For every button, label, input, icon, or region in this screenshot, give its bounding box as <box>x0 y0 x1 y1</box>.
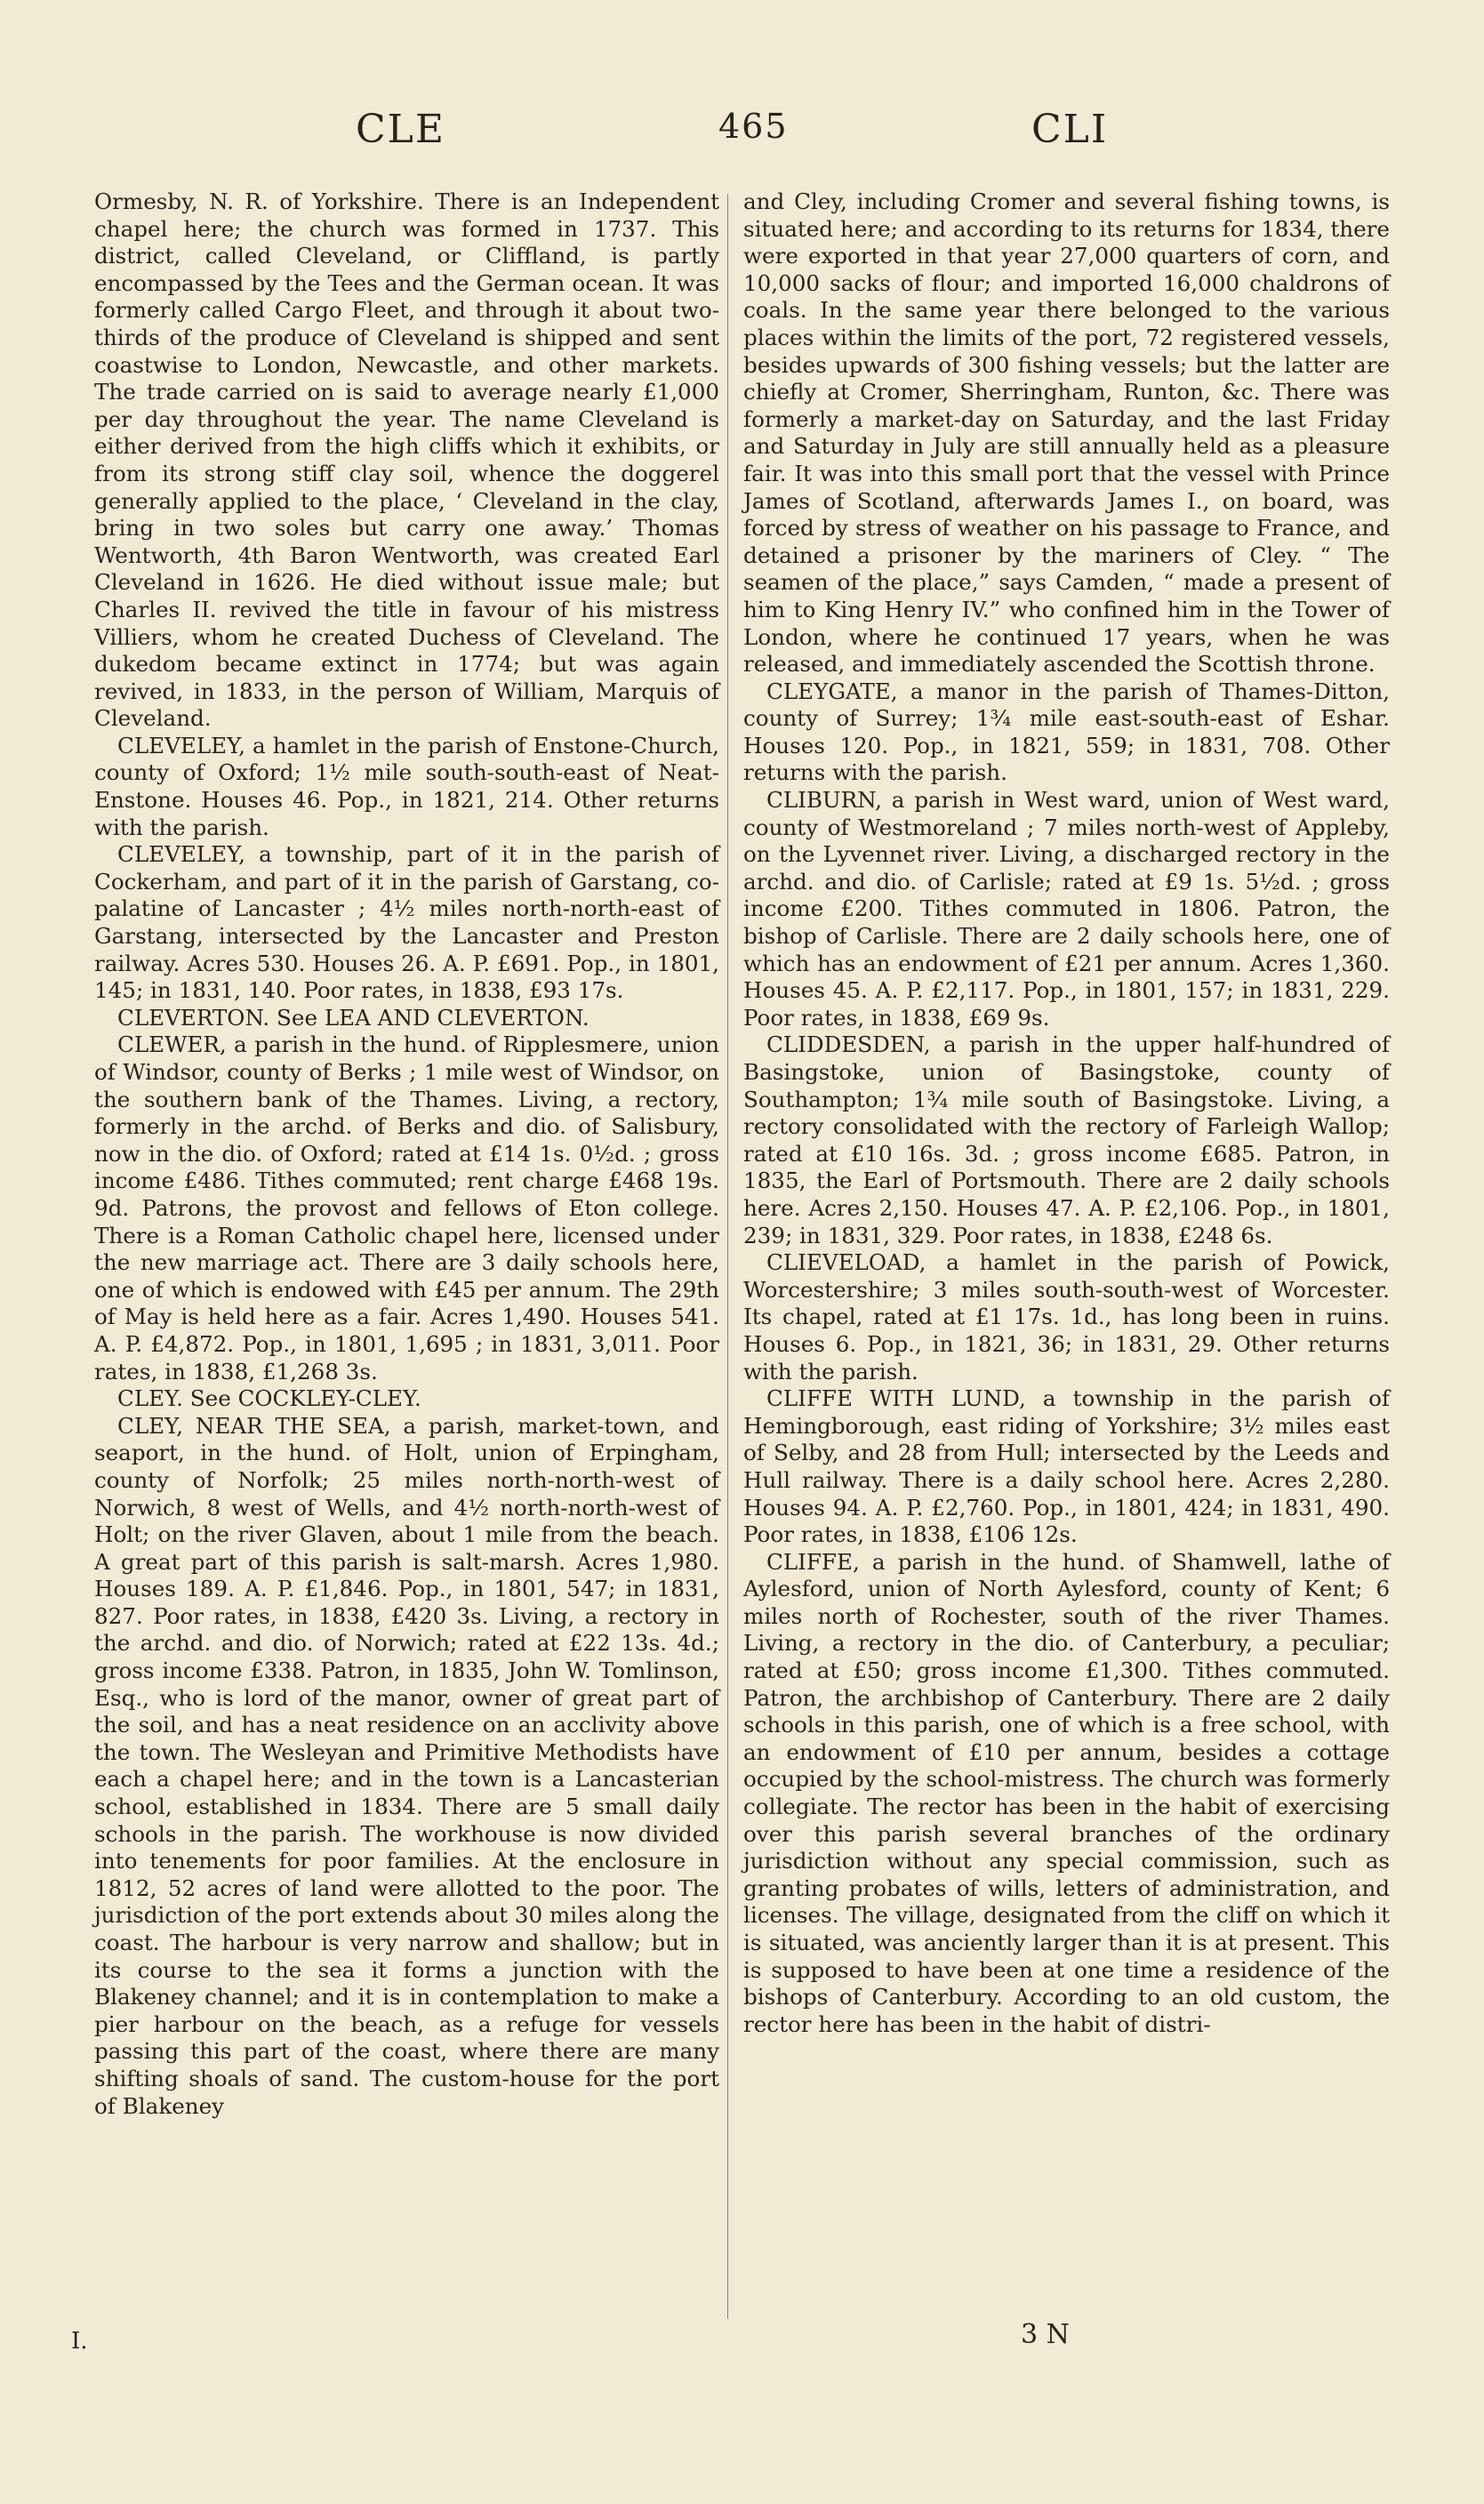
footer-signature-mark: 3 N <box>1021 2319 1070 2350</box>
entry-paragraph: CLIEVELOAD, a hamlet in the parish of Powick, Worcestershire; 3 miles south-south-west of Worcester. Its chapel, rated at £1 17s. 1d., has long been in ruins. Houses 6. Pop., in 1821, 36; in 1831, 29. Other returns with the parish. <box>743 1249 1390 1384</box>
entry-paragraph: CLEWER, a parish in the hund. of Ripplesmere, union of Windsor, county of Berks ; 1 mile west of Windsor, on the southern bank of the Thames. Living, a rectory, formerly in the archd. of Berks and dio. of Salisbury, now in the dio. of Oxford; rated at £14 1s. 0½d. ; gross income £486. Tithes commuted; rent charge £468 19s. 9d. Patrons, the provost and fellows of Eton college. There is a Roman Catholic chapel here, licensed under the new marriage act. There are 3 daily schools here, one of which is endowed with £45 per annum. The 29th of May is held here as a fair. Acres 1,490. Houses 541. A. P. £4,872. Pop., in 1801, 1,695 ; in 1831, 3,011. Poor rates, in 1838, £1,268 3s. <box>94 1031 719 1384</box>
left-column <box>94 189 719 2120</box>
right-column <box>743 189 1390 2038</box>
entry-paragraph: CLEVELEY, a township, part of it in the parish of Cockerham, and part of it in the parish of Garstang, co-palatine of Lancaster ; 4½ miles north-north-east of Garstang, intersected by the Lancaster and Preston railway. Acres 530. Houses 26. A. P. £691. Pop., in 1801, 145; in 1831, 140. Poor rates, in 1838, £93 17s. <box>94 841 719 1004</box>
entry-paragraph: CLEVERTON. See LEA AND CLEVERTON. <box>117 1004 590 1031</box>
entry-paragraph: CLIFFE WITH LUND, a township in the parish of Hemingborough, east riding of Yorkshire; 3½ miles east of Selby, and 28 from Hull; intersected by the Leeds and Hull railway. There is a daily school here. Acres 2,280. Houses 94. A. P. £2,760. Pop., in 1801, 424; in 1831, 490. Poor rates, in 1838, £106 12s. <box>743 1385 1390 1548</box>
page-number: 465 <box>718 107 789 146</box>
header-left-catchword: CLE <box>356 107 446 152</box>
entry-paragraph: CLIFFE, a parish in the hund. of Shamwell, lathe of Aylesford, union of North Aylesford, county of Kent; 6 miles north of Rochester, south of the river Thames. Living, a rectory in the dio. of Canterbury, a peculiar; rated at £50; gross income £1,300. Tithes commuted. Patron, the archbishop of Canterbury. There are 2 daily schools in this parish, one of which is a free school, with an endowment of £10 per annum, besides a cottage occupied by the school-mistress. The church was formerly collegiate. The rector has been in the habit of exercising over this parish several branches of the ordinary jurisdiction without any special commission, such as granting probates of wills, letters of administration, and licenses. The village, designated from the cliff on which it is situated, was anciently larger than it is at present. This is supposed to have been at one time a residence of the bishops of Canterbury. According to an old custom, the rector here has been in the habit of distri- <box>743 1548 1390 2037</box>
entry-paragraph: CLEYGATE, a manor in the parish of Thames-Ditton, county of Surrey; 1¾ mile east-south-east of Eshar. Houses 120. Pop., in 1821, 559; in 1831, 708. Other returns with the parish. <box>743 678 1390 786</box>
footer-signature-left: I. <box>71 2328 88 2355</box>
header-right-catchword: CLI <box>1031 107 1109 152</box>
entry-paragraph: CLEY, NEAR THE SEA, a parish, market-town, and seaport, in the hund. of Holt, union of Erpingham, county of Norfolk; 25 miles north-north-west of Norwich, 8 west of Wells, and 4½ north-north-west of Holt; on the river Glaven, about 1 mile from the beach. A great part of this parish is salt-marsh. Acres 1,980. Houses 189. A. P. £1,846. Pop., in 1801, 547; in 1831, 827. Poor rates, in 1838, £420 3s. Living, a rectory in the archd. and dio. of Norwich; rated at £22 13s. 4d.; gross income £338. Patron, in 1835, John W. Tomlinson, Esq., who is lord of the manor, owner of great part of the soil, and has a neat residence on an acclivity above the town. The Wesleyan and Primitive Methodists have each a chapel here; and in the town is a Lancasterian school, established in 1834. There are 5 small daily schools in the parish. The workhouse is now divided into tenements for poor families. At the enclosure in 1812, 52 acres of land were allotted to the poor. The jurisdiction of the port extends about 30 miles along the coast. The harbour is very narrow and shallow; but in its course to the sea it forms a junction with the Blakeney channel; and it is in contemplation to make a pier harbour on the beach, as a refuge for vessels passing this part of the coast, where there are many shifting shoals of sand. The custom-house for the port of Blakeney <box>94 1412 719 2119</box>
column-divider <box>727 194 728 2319</box>
entry-paragraph: CLEVELEY, a hamlet in the parish of Enstone-Church, county of Oxford; 1½ mile south-south-east of Neat-Enstone. Houses 46. Pop., in 1821, 214. Other returns with the parish. <box>94 732 719 840</box>
entry-paragraph: CLIDDESDEN, a parish in the upper half-hundred of Basingstoke, union of Basingstoke, county of Southampton; 1¾ mile south of Basingstoke. Living, a rectory consolidated with the rectory of Farleigh Wallop; rated at £10 16s. 3d. ; gross income £685. Patron, in 1835, the Earl of Portsmouth. There are 2 daily schools here. Acres 2,150. Houses 47. A. P. £2,106. Pop., in 1801, 239; in 1831, 329. Poor rates, in 1838, £248 6s. <box>743 1031 1390 1248</box>
entry-paragraph: CLIBURN, a parish in West ward, union of West ward, county of Westmoreland ; 7 miles north-west of Appleby, on the Lyvennet river. Living, a discharged rectory in the archd. and dio. of Carlisle; rated at £9 1s. 5½d. ; gross income £200. Tithes commuted in 1806. Patron, the bishop of Carlisle. There are 2 daily schools here, one of which has an endowment of £21 per annum. Acres 1,360. Houses 45. A. P. £2,117. Pop., in 1801, 157; in 1831, 229. Poor rates, in 1838, £69 9s. <box>743 787 1390 1031</box>
entry-paragraph: and Cley, including Cromer and several fishing towns, is situated here; and according to its returns for 1834, there were exported in that year 27,000 quarters of corn, and 10,000 sacks of flour; and imported 16,000 chaldrons of coals. In the same year there belonged to the various places within the limits of the port, 72 registered vessels, besides upwards of 300 fishing vessels; but the latter are chiefly at Cromer, Sherringham, Runton, &c. There was formerly a market-day on Saturday, and the last Friday and Saturday in July are still annually held as a pleasure fair. It was into this small port that the vessel with Prince James of Scotland, afterwards James I., on board, was forced by stress of weather on his passage to France, and detained a prisoner by the mariners of Cley. “ The seamen of the place,” says Camden, “ made a present of him to King Henry IV.” who confined him in the Tower of London, where he continued 17 years, when he was released, and immediately ascended the Scottish throne. <box>743 189 1390 678</box>
entry-paragraph: CLEY. See COCKLEY-CLEY. <box>117 1385 421 1412</box>
running-header <box>0 107 1484 160</box>
entry-paragraph: Ormesby, N. R. of Yorkshire. There is an Independent chapel here; the church was formed in 1737. This district, called Cleveland, or Cliffland, is partly encompassed by the Tees and the German ocean. It was formerly called Cargo Fleet, and through it about two-thirds of the produce of Cleveland is shipped and sent coastwise to London, Newcastle, and other markets. The trade carried on is said to average nearly £1,000 per day throughout the year. The name Cleveland is either derived from the high cliffs which it exhibits, or from its strong stiff clay soil, whence the doggerel generally applied to the place, ‘ Cleveland in the clay, bring in two soles but carry one away.’ Thomas Wentworth, 4th Baron Wentworth, was created Earl Cleveland in 1626. He died without issue male; but Charles II. revived the title in favour of his mistress Villiers, whom he created Duchess of Cleveland. The dukedom became extinct in 1774; but was again revived, in 1833, in the person of William, Marquis of Cleveland. <box>94 189 719 732</box>
